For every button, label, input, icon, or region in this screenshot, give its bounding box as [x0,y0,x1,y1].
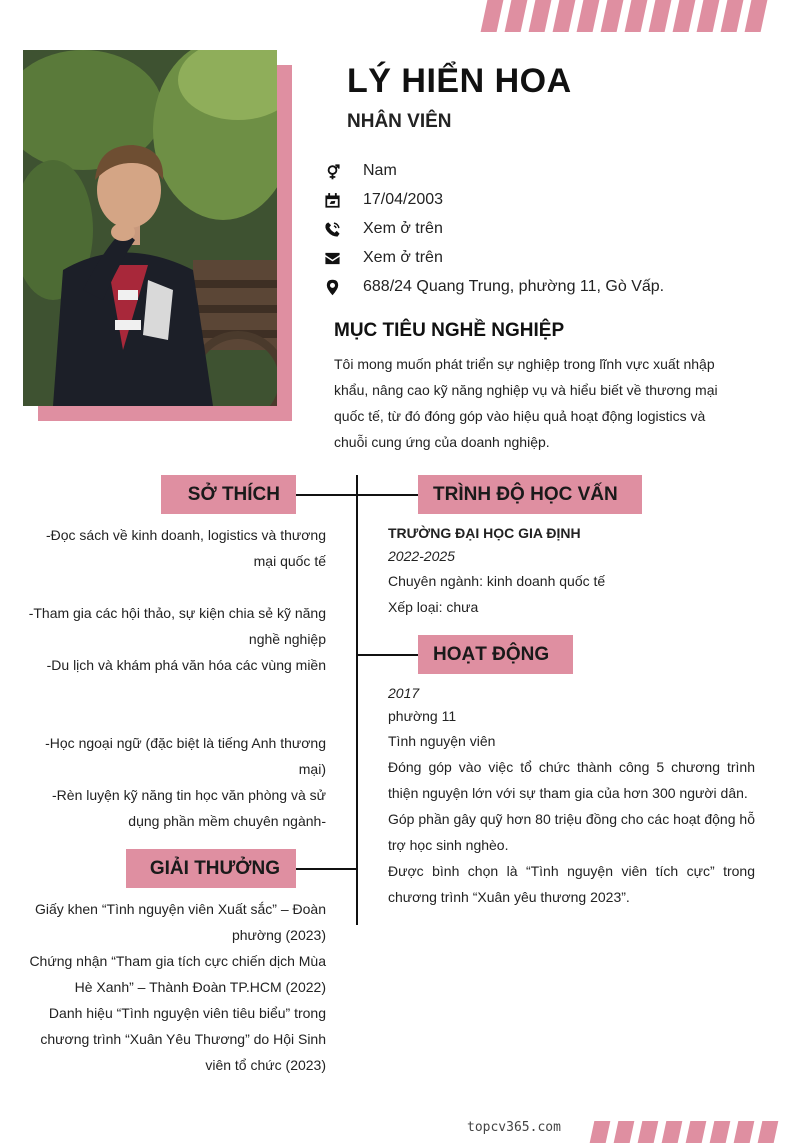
hobby-item: -Đọc sách về kinh doanh, logistics và thương mại quốc tế [45,527,326,569]
info-phone [322,219,443,239]
footer-watermark: topcv365.com [467,1120,561,1135]
award-item: Danh hiệu “Tình nguyện viên tiêu biểu” trong chương trình “Xuân Yêu Thương” do Hội Sinh viên tổ chức (2023) [40,1005,326,1073]
objective-title: MỤC TIÊU NGHỀ NGHIỆP [334,320,565,341]
activity-organization: phường 11 [388,708,457,724]
info-email [322,248,443,268]
hobby-item: -Học ngoại ngữ (đặc biệt là tiếng Anh thương mại) [45,735,326,777]
award-item: Chứng nhận “Tham gia tích cực chiến dịch Mùa Hè Xanh” – Thành Đoàn TP.HCM (2022) [29,953,326,995]
bottom-decorative-stripes [592,1121,776,1143]
activity-detail: Được bình chọn là “Tình nguyện viên tích cực” trong chương trình “Xuân yêu thương 2023”. [388,863,755,905]
location-pin-icon [322,277,342,297]
calendar-icon [322,190,342,210]
education-connector [358,494,418,496]
awards-heading [126,849,296,888]
activity-detail: Góp phần gây quỹ hơn 80 triệu đồng cho các hoạt động hỗ trợ học sinh nghèo. [388,811,755,853]
education-title: TRÌNH ĐỘ HỌC VẤN [433,483,618,505]
gender-icon [322,161,342,181]
candidate-position: NHÂN VIÊN [347,111,452,132]
info-address [322,277,664,297]
education-period: 2022-2025 [388,548,455,564]
info-email-value: Xem ở trên [363,249,443,266]
info-birthdate [322,190,443,210]
info-gender [322,161,397,181]
profile-photo-illustration [23,50,277,406]
objective-text: Tôi mong muốn phát triển sự nghiệp trong lĩnh vực xuất nhập khẩu, nâng cao kỹ năng nghiệp vụ và hiểu biết về thương mại quốc tế, từ đó đóng góp vào hiệu quả hoạt động logistics và chuỗi cung ứng của doanh nghiệp. [334,356,718,450]
hobby-item: -Du lịch và khám phá văn hóa các vùng miền [46,657,326,673]
activity-role: Tình nguyện viên [388,733,496,749]
awards-connector [296,868,356,870]
info-gender-value: Nam [363,162,397,179]
hobbies-heading [161,475,296,514]
envelope-icon [322,248,342,268]
timeline-line [356,475,358,925]
hobbies-title: SỞ THÍCH [187,483,280,505]
award-item: Giấy khen “Tình nguyện viên Xuất sắc” – Đoàn phường (2023) [34,901,326,943]
activities-title: HOẠT ĐỘNG [433,643,550,665]
activity-detail: Đóng góp vào việc tổ chức thành công 5 chương trình thiện nguyện lớn với sự tham gia của hơn 300 người dân. [388,759,755,801]
hobby-item: -Tham gia các hội thảo, sự kiện chia sẻ kỹ năng nghề nghiệp [28,605,326,647]
info-birthdate-value: 17/04/2003 [363,191,444,208]
activity-year: 2017 [388,685,420,701]
awards-title: GIẢI THƯỞNG [149,857,280,879]
education-grade: Xếp loại: chưa [388,599,479,615]
activities-heading [418,635,573,674]
hobbies-connector [296,494,356,496]
info-phone-value: Xem ở trên [363,220,443,237]
education-heading [418,475,642,514]
phone-icon [322,219,342,239]
candidate-name: LÝ HIỂN HOA [347,62,572,100]
activities-connector [358,654,418,656]
top-decorative-stripes [484,0,764,32]
profile-photo [23,50,277,406]
education-school: TRƯỜNG ĐẠI HỌC GIA ĐỊNH [388,525,581,541]
hobby-item: -Rèn luyện kỹ năng tin học văn phòng và sử dụng phần mềm chuyên ngành- [52,787,326,829]
education-major: Chuyên ngành: kinh doanh quốc tế [388,573,606,589]
info-address-value: 688/24 Quang Trung, phường 11, Gò Vấp. [363,278,665,295]
